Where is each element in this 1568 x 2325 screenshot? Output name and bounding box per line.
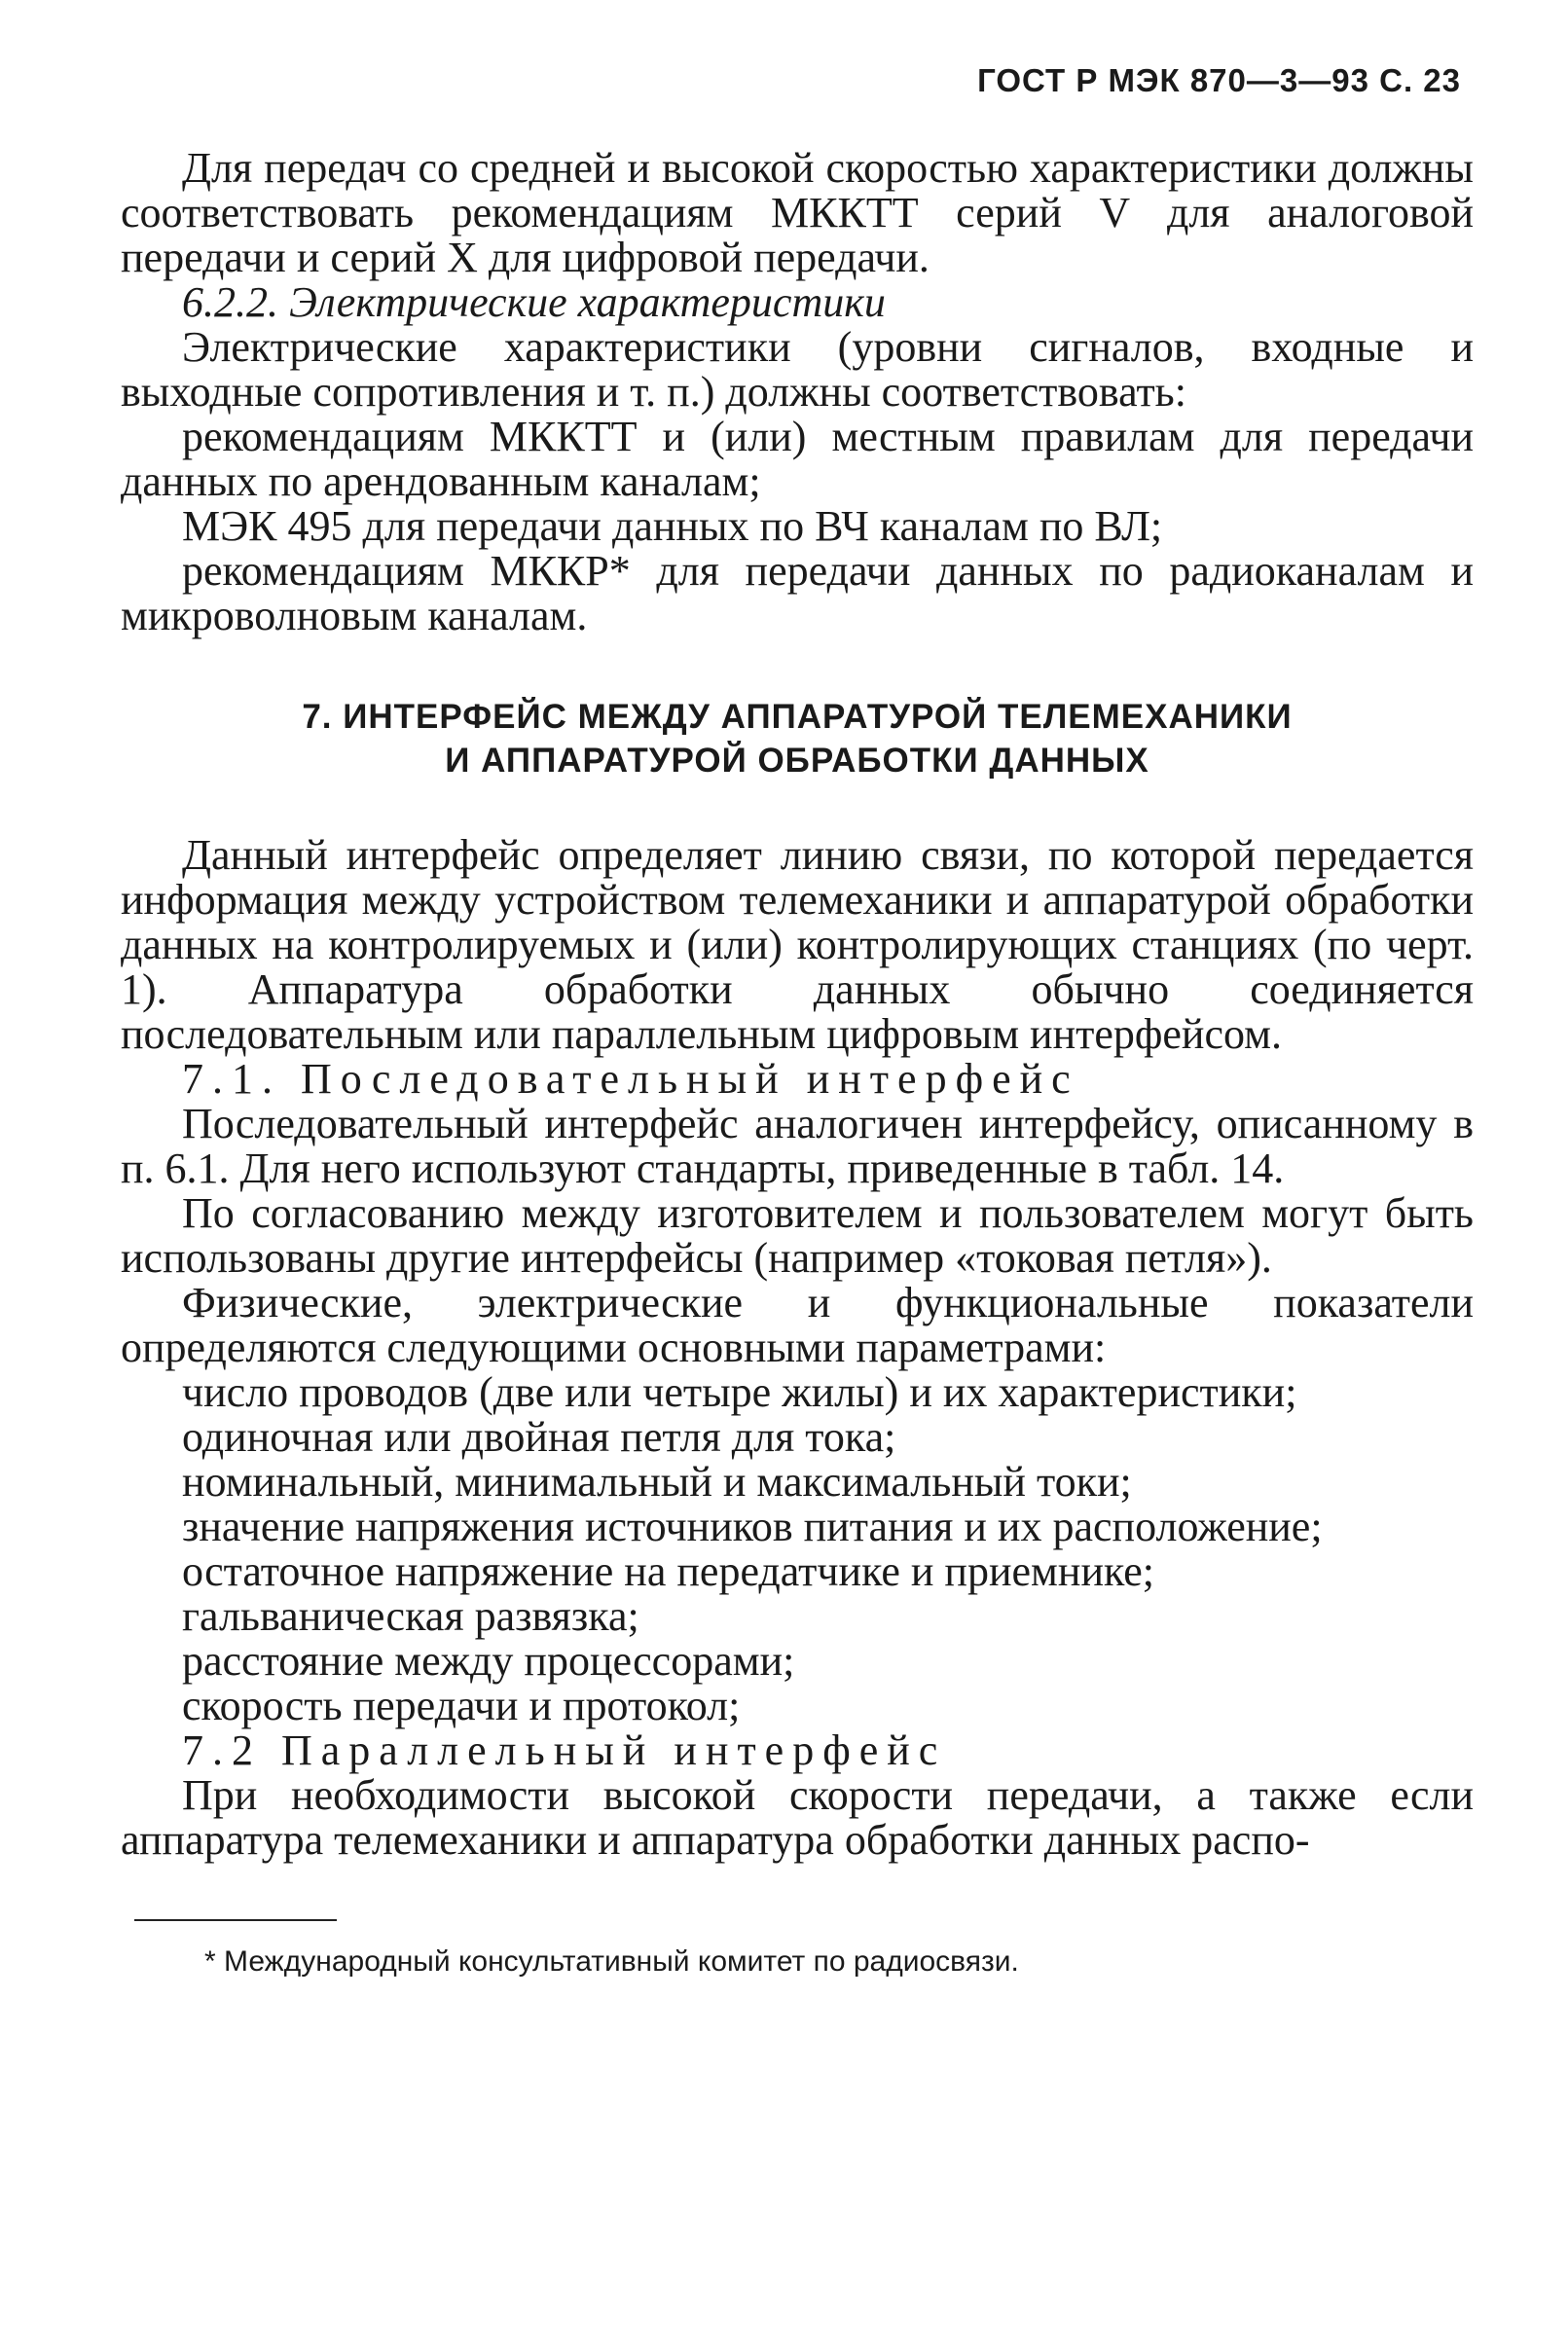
list-item: скорость передачи и протокол; [182, 1682, 741, 1729]
list-item: номинальный, минимальный и максимальный токи; [182, 1458, 1132, 1506]
section-7-title [121, 695, 1474, 782]
list-item: одиночная или двойная петля для тока; [182, 1413, 896, 1461]
list-item: расстояние между процессорами; [182, 1637, 795, 1685]
list-item: гальваническая развязка; [182, 1592, 639, 1640]
section-7-title-line1: 7. ИНТЕРФЕЙС МЕЖДУ АППАРАТУРОЙ ТЕЛЕМЕХАНИКИ [302, 698, 1293, 736]
list-item: число проводов (две или четыре жилы) и их характеристики; [182, 1368, 1297, 1416]
list-item: значение напряжения источников питания и их расположение; [182, 1503, 1323, 1550]
list-item: остаточное напряжение на передатчике и приемнике; [182, 1547, 1155, 1595]
section-6-2-2-paragraph: Электрические характеристики (уровни сигналов, входные и выходные сопротивления и т. п.) должны соответствовать: [121, 323, 1474, 416]
list-item: МЭК 495 для передачи данных по ВЧ каналам по ВЛ; [182, 502, 1163, 550]
section-7-1-heading: 7.1. Последовательный интерфейс [182, 1055, 1079, 1103]
section-7-2-paragraph: При необходимости высокой скорости передачи, а также если аппаратура телемеханики и аппаратура обработки данных распо- [121, 1771, 1474, 1864]
section-6-2-2-heading: 6.2.2. Электрические характеристики [182, 278, 886, 326]
section-7-2-heading: 7.2 Параллельный интерфейс [182, 1726, 947, 1774]
section-7-title-line2: И АППАРАТУРОЙ ОБРАБОТКИ ДАННЫХ [445, 742, 1149, 780]
running-header: ГОСТ Р МЭК 870—3—93 С. 23 [977, 62, 1461, 98]
section-7-1-paragraph-3: Физические, электрические и функциональные показатели определяются следующими основными параметрами: [121, 1279, 1474, 1371]
footnote: * Международный консультативный комитет по радиосвязи. [204, 1945, 1019, 1978]
footnote-divider [134, 1919, 337, 1921]
list-item: рекомендациям МККТТ и (или) местным правилам для передачи данных по арендованным каналам; [121, 413, 1474, 505]
page-body [121, 146, 1474, 1863]
list-item: рекомендациям МККР* для передачи данных по радиоканалам и микроволновым каналам. [121, 547, 1474, 639]
section-7-paragraph: Данный интерфейс определяет линию связи, по которой передается информация между устройством телемеханики и аппаратурой обработки данных на контролируемых и (или) контролирующих станциях (по черт. 1). Аппаратура обработки данных обычно соединяется последовательным или параллельным цифровым интерфейсом. [121, 831, 1474, 1058]
section-7-1-paragraph-1: Последовательный интерфейс аналогичен интерфейсу, описанному в п. 6.1. Для него используют стандарты, приведенные в табл. 14. [121, 1100, 1474, 1192]
section-7-1-paragraph-2: По согласованию между изготовителем и пользователем могут быть использованы другие интерфейсы (например «токовая петля»). [121, 1189, 1474, 1282]
intro-paragraph: Для передач со средней и высокой скоростью характеристики должны соответствовать рекомендациям МККТТ серий V для аналоговой передачи и серий X для цифровой передачи. [121, 144, 1474, 281]
